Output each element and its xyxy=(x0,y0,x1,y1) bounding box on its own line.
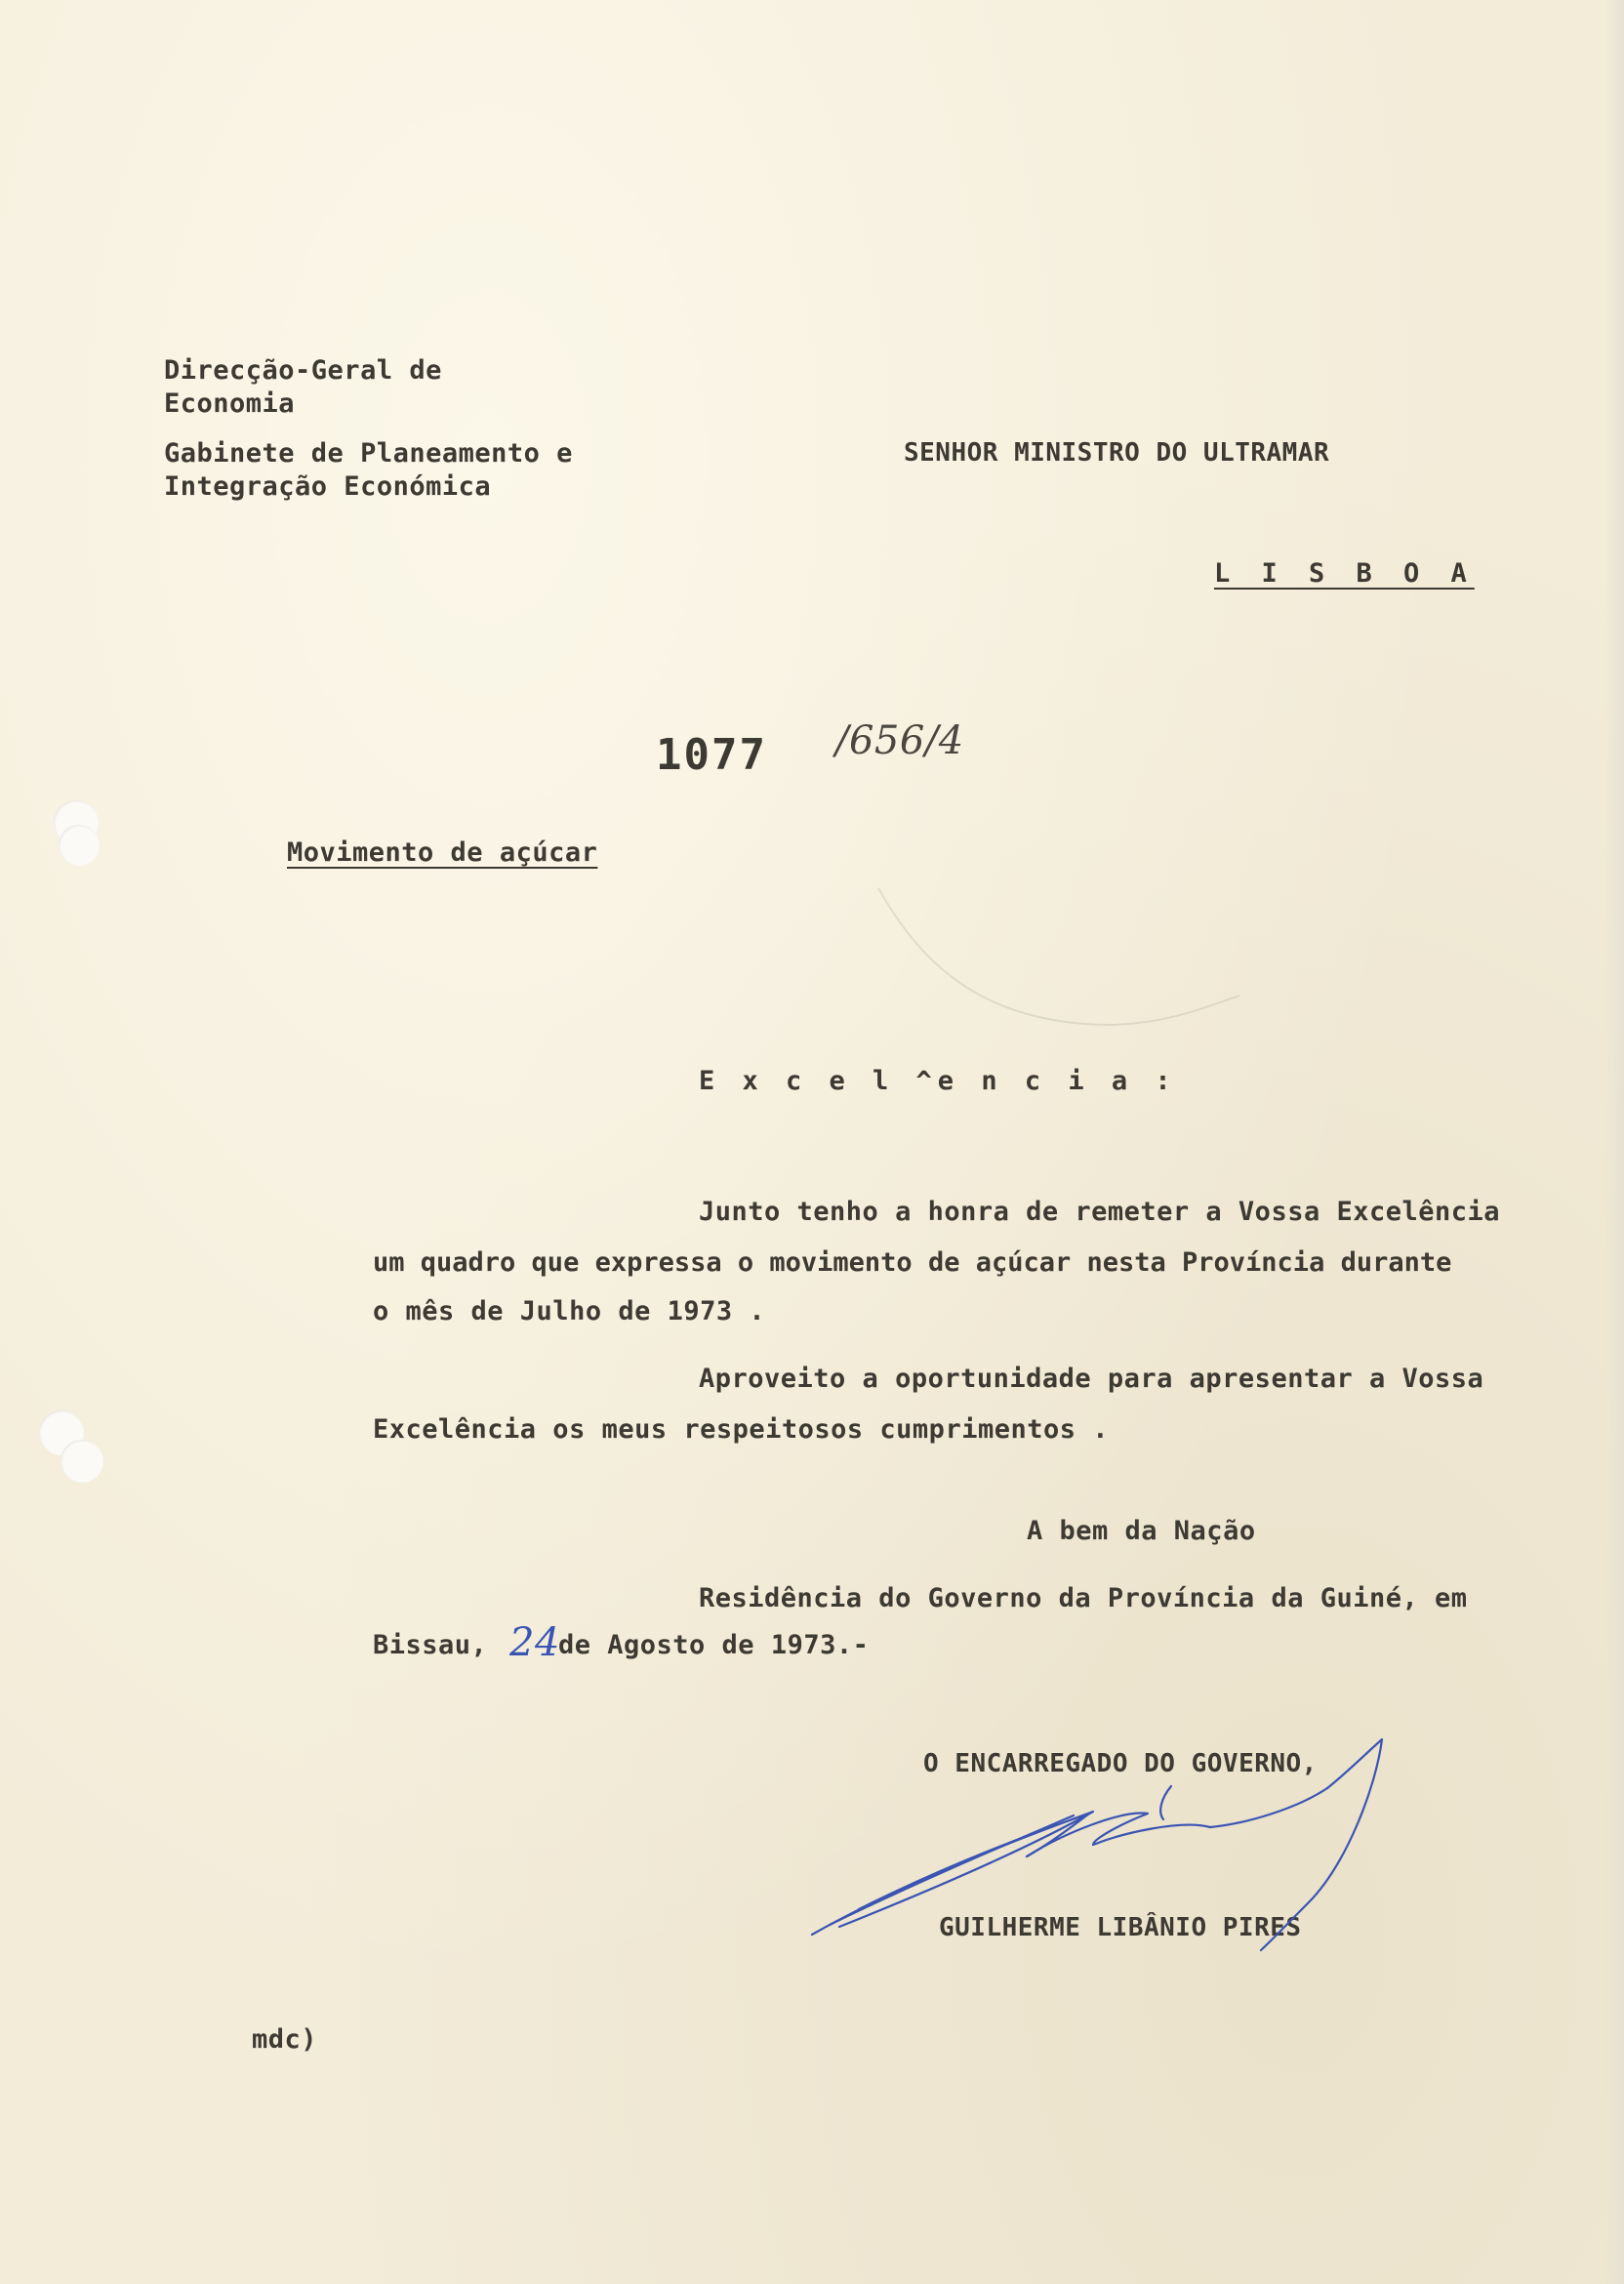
typist-initials: mdc) xyxy=(252,2024,318,2055)
body-paragraph-1-line-3: o mês de Julho de 1973 . xyxy=(373,1296,766,1326)
signature-role: O ENCARREGADO DO GOVERNO, xyxy=(923,1749,1318,1778)
handwritten-reference: /656/4 xyxy=(835,718,964,763)
closing-motto: A bem da Nação xyxy=(1027,1516,1256,1546)
body-paragraph-1-line-1: Junto tenho a honra de remeter a Vossa Excelência xyxy=(699,1197,1501,1227)
subject-line: Movimento de açúcar xyxy=(287,837,598,868)
signature-name: GUILHERME LIBÂNIO PIRES xyxy=(939,1913,1302,1942)
sender-line-4: Integração Económica xyxy=(164,471,492,502)
sender-line-2: Economia xyxy=(164,388,296,419)
body-paragraph-1-line-2: um quadro que expressa o movimento de açúcar nesta Província durante xyxy=(373,1247,1452,1278)
salutation: E x c e l ^e n c i a : xyxy=(699,1066,1177,1096)
sender-line-1: Direcção-Geral de xyxy=(164,355,442,386)
paper-edge xyxy=(1604,0,1624,2284)
sender-line-3: Gabinete de Planeamento e xyxy=(164,438,573,469)
punch-hole-top-lower xyxy=(59,825,100,866)
handwritten-signature xyxy=(800,1718,1405,1972)
closing-place-line: Residência do Governo da Província da Guiné, em xyxy=(699,1583,1468,1613)
recipient-title: SENHOR MINISTRO DO ULTRAMAR xyxy=(904,438,1330,468)
recipient-city: L I S B O A xyxy=(1214,558,1475,589)
punch-hole-bottom-lower xyxy=(61,1440,103,1483)
paper-fold-mark xyxy=(859,878,1249,1074)
reference-number: 1077 xyxy=(656,730,767,780)
closing-place-prefix: Bissau, xyxy=(373,1630,488,1660)
body-paragraph-2-line-2: Excelência os meus respeitosos cumprimentos . xyxy=(373,1414,1109,1445)
body-paragraph-2-line-1: Aproveito a oportunidade para apresentar a Vossa xyxy=(699,1364,1484,1394)
closing-date-suffix: de Agosto de 1973.- xyxy=(558,1630,870,1660)
handwritten-day: 24 xyxy=(509,1620,560,1665)
